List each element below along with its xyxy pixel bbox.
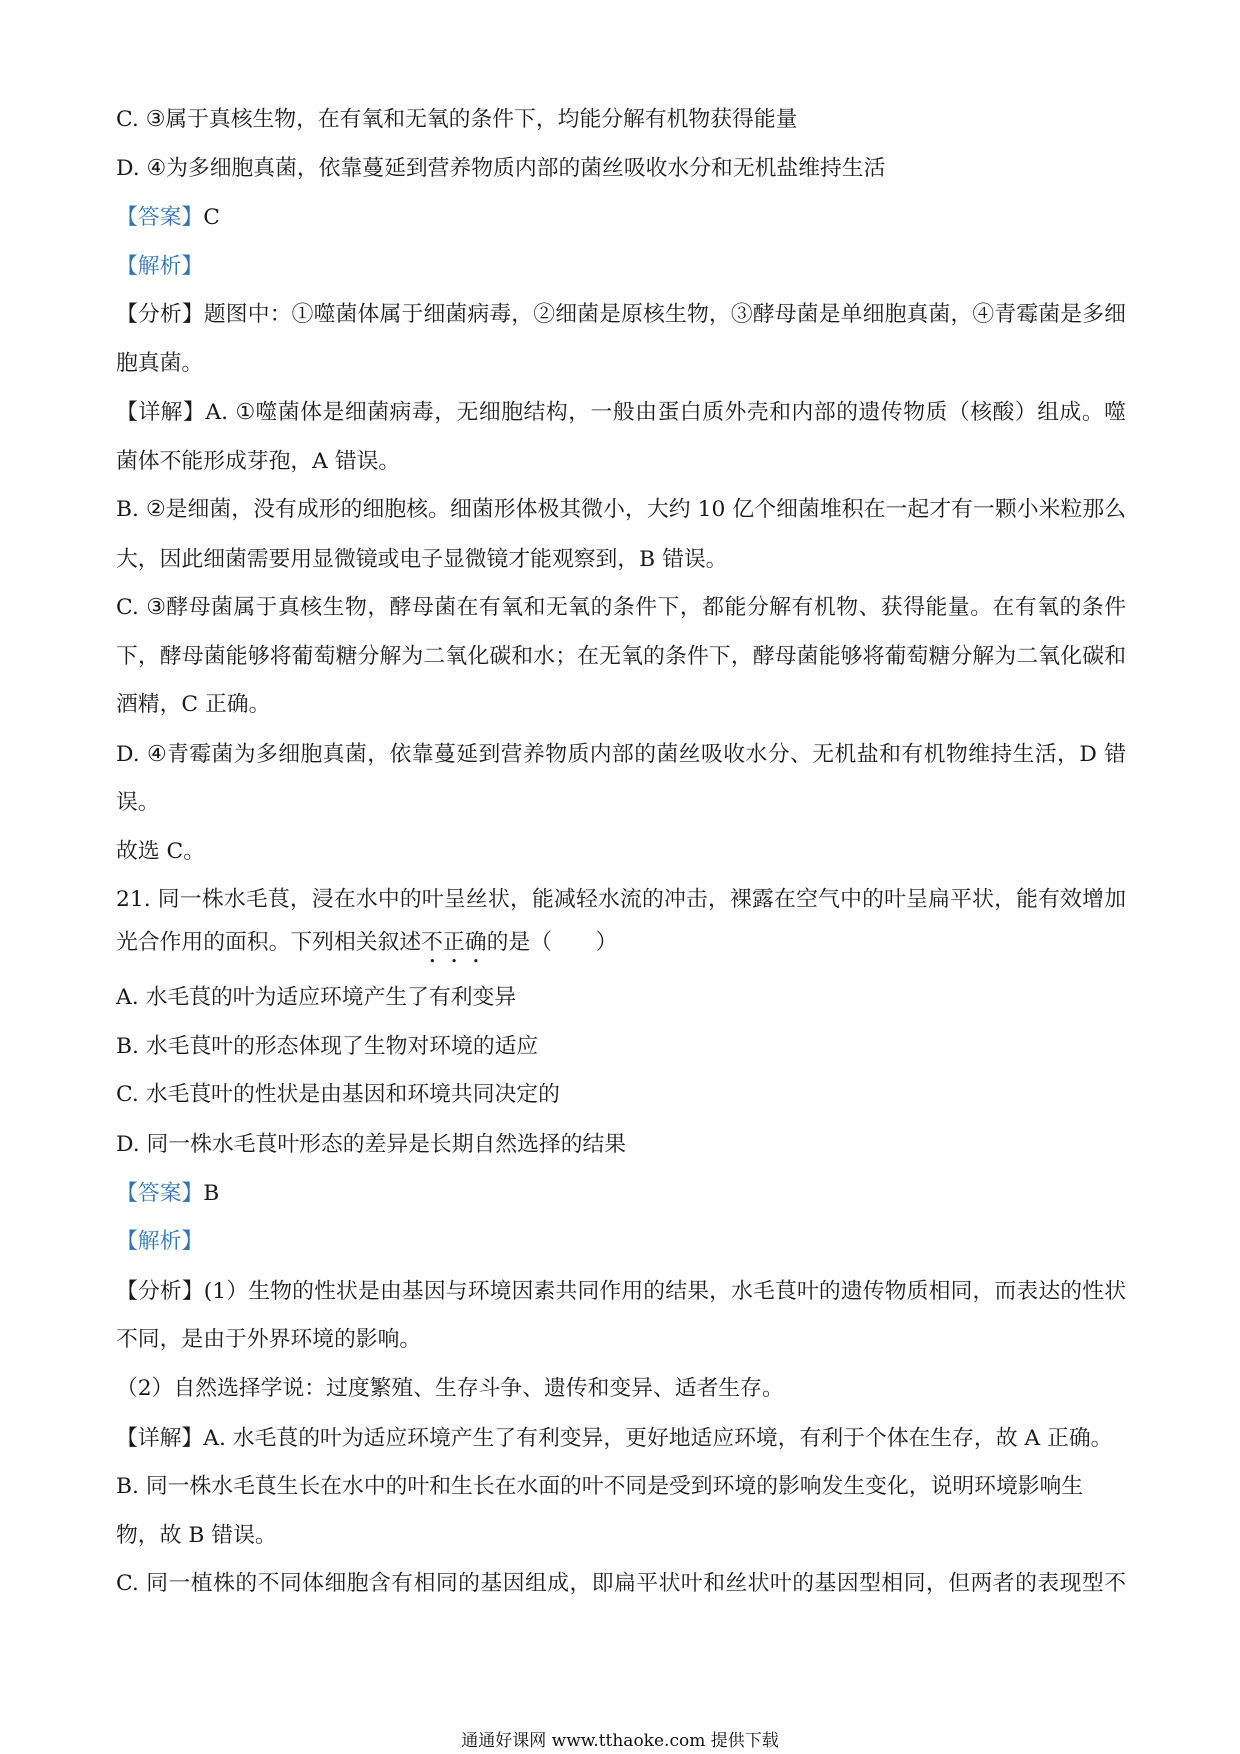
q20-fenxi-line [116,300,1126,330]
q21-option-d: D. 同一株水毛茛叶形态的差异是长期自然选择的结果 [116,1132,627,1157]
q21-xiangjie-line: C. 同一植株的不同体细胞含有相同的基因组成，即扁平状叶和丝状叶的基因型相同，但两者的表现型不 [116,1571,1126,1596]
answer-label: 【答案】 [116,1181,204,1206]
q21-fenxi-line: 不同，是由于外界环境的影响。 [116,1327,422,1352]
q20-fenxi-line: 胞真菌。 [116,351,204,376]
q21-xiangjie-line: 物，故 B 错误。 [116,1523,277,1548]
footer-text: 通通好课网 www.tthaoke.com 提供下载 [461,1731,779,1751]
answer-value: B [203,1181,220,1206]
q21-stem-line-1: 21. 同一株水毛茛，浸在水中的叶呈丝状，能减轻水流的冲击，裸露在空气中的叶呈扁平状，能有效增加 [116,887,1126,912]
xiangjie-label: 【详解】 [116,400,206,425]
q20-option-d: D. ④为多细胞真菌，依靠蔓延到营养物质内部的菌丝吸收水分和无机盐维持生活 [116,156,886,181]
q21-answer-line [116,1179,219,1209]
q21-option-b: B. 水毛茛叶的形态体现了生物对环境的适应 [116,1034,539,1059]
xiangjie-text: A. ①噬菌体是细菌病毒，无细胞结构，一般由蛋白质外壳和内部的遗传物质（核酸）组成。噬 [205,400,1126,425]
fenxi-text: (1）生物的性状是由基因与环境因素共同作用的结果，水毛茛叶的遗传物质相同，而表达的性状 [203,1279,1126,1304]
q20-answer-line [116,203,220,233]
stem-text: 的是（ ） [486,930,618,955]
stem-text: 光合作用的面积。下列相关叙述 [116,930,422,955]
q20-option-c: C. ③属于真核生物，在有氧和无氧的条件下，均能分解有机物获得能量 [116,107,798,132]
q21-xiangjie-line [116,1424,1112,1454]
q20-xiangjie-line: C. ③酵母菌属于真核生物，酵母菌在有氧和无氧的条件下，都能分解有机物、获得能量。在有氧的条件 [116,595,1126,620]
stem-emphasis: 不正确 [421,930,487,955]
fenxi-label: 【分析】 [116,1279,204,1304]
answer-label: 【答案】 [116,205,204,230]
q20-xiangjie-line: 大，因此细菌需要用显微镜或电子显微镜才能观察到，B 错误。 [116,547,728,572]
q20-xiangjie-line: 误。 [116,790,160,815]
q20-analysis-heading: 【解析】 [116,254,204,279]
fenxi-label: 【分析】 [116,302,204,327]
q20-xiangjie-line: B. ②是细菌，没有成形的细胞核。细菌形体极其微小，大约 10 亿个细菌堆积在一起才有一颗小米粒那么 [116,497,1126,522]
xiangjie-text: A. 水毛茛的叶为适应环境产生了有利变异，更好地适应环境，有利于个体在生存，故 A 正确。 [203,1426,1113,1451]
q21-fenxi-line: （2）自然选择学说：过度繁殖、生存斗争、遗传和变异、适者生存。 [116,1376,784,1401]
q20-xiangjie-line: D. ④青霉菌为多细胞真菌，依靠蔓延到营养物质内部的菌丝吸收水分、无机盐和有机物维持生活，D 错 [116,742,1126,767]
q20-xiangjie-line [116,398,1126,428]
q21-xiangjie-line: B. 同一株水毛茛生长在水中的叶和生长在水面的叶不同是受到环境的影响发生变化，说明环境影响生 [116,1474,1084,1499]
q21-option-c: C. 水毛茛叶的性状是由基因和环境共同决定的 [116,1082,560,1107]
fenxi-text: 题图中：①噬菌体属于细菌病毒，②细菌是原核生物，③酵母菌是单细胞真菌，④青霉菌是多细 [203,302,1126,327]
q21-analysis-heading: 【解析】 [116,1229,204,1254]
q21-fenxi-line [116,1277,1126,1307]
q21-option-a: A. 水毛茛的叶为适应环境产生了有利变异 [116,985,517,1010]
q20-xiangjie-line: 酒精，C 正确。 [116,692,271,717]
q20-xiangjie-line: 菌体不能形成芽孢，A 错误。 [116,449,401,474]
q20-conclusion: 故选 C。 [116,839,205,864]
xiangjie-label: 【详解】 [116,1426,204,1451]
answer-value: C [203,205,220,230]
q21-stem-line-2 [116,928,617,958]
q20-xiangjie-line: 下，酵母菌能够将葡萄糖分解为二氧化碳和水；在无氧的条件下，酵母菌能够将葡萄糖分解为二氧化碳和 [116,644,1126,669]
